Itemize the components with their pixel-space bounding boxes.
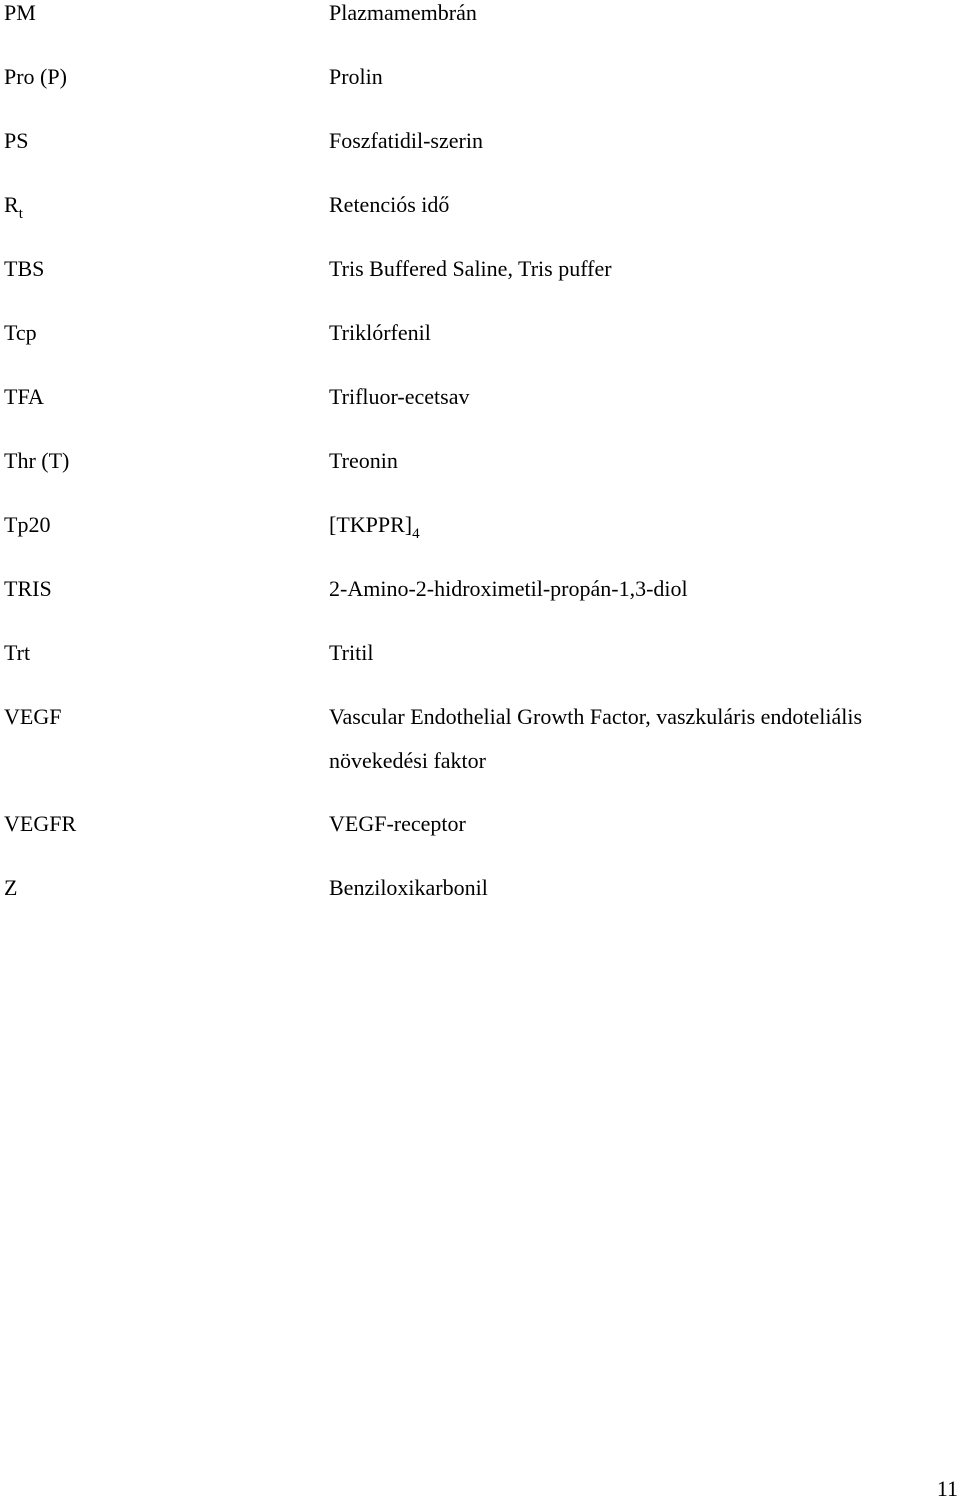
abbreviation-definition-subscript: 4: [412, 526, 420, 542]
abbreviation-term: Tp20: [4, 512, 51, 537]
abbreviation-term: VEGF: [4, 704, 62, 729]
abbreviation-definition: Treonin: [329, 448, 398, 473]
abbreviation-term: PM: [4, 0, 36, 25]
abbreviation-definition: Tris Buffered Saline, Tris puffer: [329, 256, 612, 281]
abbreviation-term: Z: [4, 875, 18, 900]
abbreviation-term: [4, 192, 23, 221]
abbreviation-definition: [329, 503, 954, 550]
abbreviation-definition: Trifluor-ecetsav: [329, 384, 470, 409]
abbreviation-definition: Prolin: [329, 64, 383, 89]
abbreviation-definition-main: [TKPPR]: [329, 512, 413, 537]
abbreviation-definition: Vascular Endothelial Growth Factor, vaszkuláris endoteliális növekedési faktor: [329, 704, 863, 773]
abbreviation-term-subscript: t: [18, 206, 23, 222]
page-number: 11: [936, 1476, 958, 1501]
abbreviation-term: Pro (P): [4, 64, 67, 89]
abbreviation-term-main: R: [4, 192, 19, 217]
abbreviation-term: PS: [4, 128, 29, 153]
abbreviation-definition: Triklórfenil: [329, 320, 431, 345]
abbreviation-term: VEGFR: [4, 811, 77, 836]
abbreviation-definition: Tritil: [329, 640, 374, 665]
abbreviation-term: TRIS: [4, 576, 52, 601]
abbreviation-definition: 2-Amino-2-hidroximetil-propán-1,3-diol: [329, 576, 688, 601]
abbreviation-term: Trt: [4, 640, 31, 665]
abbreviation-definition: Plazmamembrán: [329, 0, 477, 25]
abbreviation-term: Thr (T): [4, 448, 70, 473]
abbreviation-term: TFA: [4, 384, 44, 409]
abbreviation-definition: VEGF-receptor: [329, 811, 466, 836]
abbreviation-definition: Retenciós idő: [329, 192, 450, 217]
abbreviation-definition: Foszfatidil-szerin: [329, 128, 483, 153]
abbreviation-definition: Benziloxikarbonil: [329, 875, 488, 900]
abbreviation-term: Tcp: [4, 320, 37, 345]
abbreviation-term: TBS: [4, 256, 45, 281]
